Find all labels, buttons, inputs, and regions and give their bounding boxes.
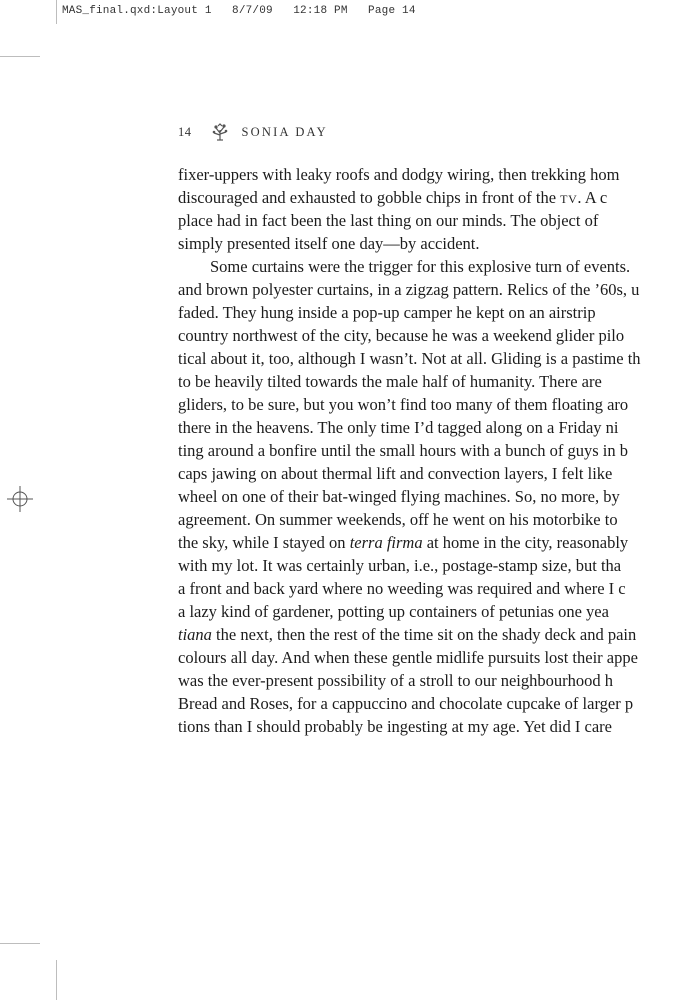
text-line: simply presented itself one day—by accident.	[178, 234, 480, 253]
page-number: 14	[178, 124, 192, 139]
small-caps-tv: tv	[560, 188, 578, 207]
crop-mark-top-horizontal	[0, 56, 40, 57]
text-line: faded. They hung inside a pop-up camper he kept on an airstrip	[178, 303, 596, 322]
body-text	[178, 163, 700, 738]
text-line: agreement. On summer weekends, off he went on his motorbike to	[178, 510, 618, 529]
text-line: was the ever-present possibility of a stroll to our neighbourhood h	[178, 671, 614, 690]
text-line: discouraged and exhausted to gobble chips in front of the tv. A c	[178, 188, 608, 207]
crop-mark-bottom-horizontal	[0, 943, 40, 944]
text-line: gliders, to be sure, but you won’t find too many of them floating aro	[178, 395, 629, 414]
text-line: tiana the next, then the rest of the time sit on the shady deck and pain	[178, 625, 637, 644]
text-line: the sky, while I stayed on terra firma at home in the city, reasonably	[178, 533, 629, 552]
text-line: and brown polyester curtains, in a zigzag pattern. Relics of the ’60s, u	[178, 280, 640, 299]
text-line: tions than I should probably be ingesting at my age. Yet did I care	[178, 717, 612, 736]
text-line: a lazy kind of gardener, potting up containers of petunias one yea	[178, 602, 609, 621]
text-line: with my lot. It was certainly urban, i.e., postage-stamp size, but tha	[178, 556, 622, 575]
text-line: caps jawing on about thermal lift and convection layers, I felt like	[178, 464, 613, 483]
text-line: tical about it, too, although I wasn’t. Not at all. Gliding is a pastime th	[178, 349, 641, 368]
text-line: ting around a bonfire until the small hours with a bunch of guys in b	[178, 441, 629, 460]
text-line: place had in fact been the last thing on our minds. The object of	[178, 211, 599, 230]
running-head-author: SONIA DAY	[241, 124, 328, 139]
text-line: wheel on one of their bat-winged flying machines. So, no more, by	[178, 487, 620, 506]
text-line: Bread and Roses, for a cappuccino and chocolate cupcake of larger p	[178, 694, 634, 713]
text-line: there in the heavens. The only time I’d tagged along on a Friday ni	[178, 418, 619, 437]
paragraph-first-line: Some curtains were the trigger for this explosive turn of events.	[210, 257, 631, 276]
text-line: colours all day. And when these gentle midlife pursuits lost their appe	[178, 648, 638, 667]
crop-mark-top-vertical	[56, 0, 57, 24]
italic-tiana: tiana	[178, 625, 212, 644]
text-line: country northwest of the city, because he was a weekend glider pilo	[178, 326, 625, 345]
printer-slug-line: MAS_final.qxd:Layout 1 8/7/09 12:18 PM Page 14	[62, 5, 416, 17]
italic-terra-firma: terra firma	[349, 533, 423, 552]
text-line: a front and back yard where no weeding was required and where I c	[178, 579, 626, 598]
crop-mark-bottom-vertical	[56, 960, 57, 1000]
tree-ornament-icon	[210, 122, 230, 142]
running-head	[178, 122, 328, 142]
registration-mark-icon	[7, 486, 33, 512]
text-line: to be heavily tilted towards the male half of humanity. There are	[178, 372, 602, 391]
text-line: fixer-uppers with leaky roofs and dodgy wiring, then trekking hom	[178, 165, 620, 184]
